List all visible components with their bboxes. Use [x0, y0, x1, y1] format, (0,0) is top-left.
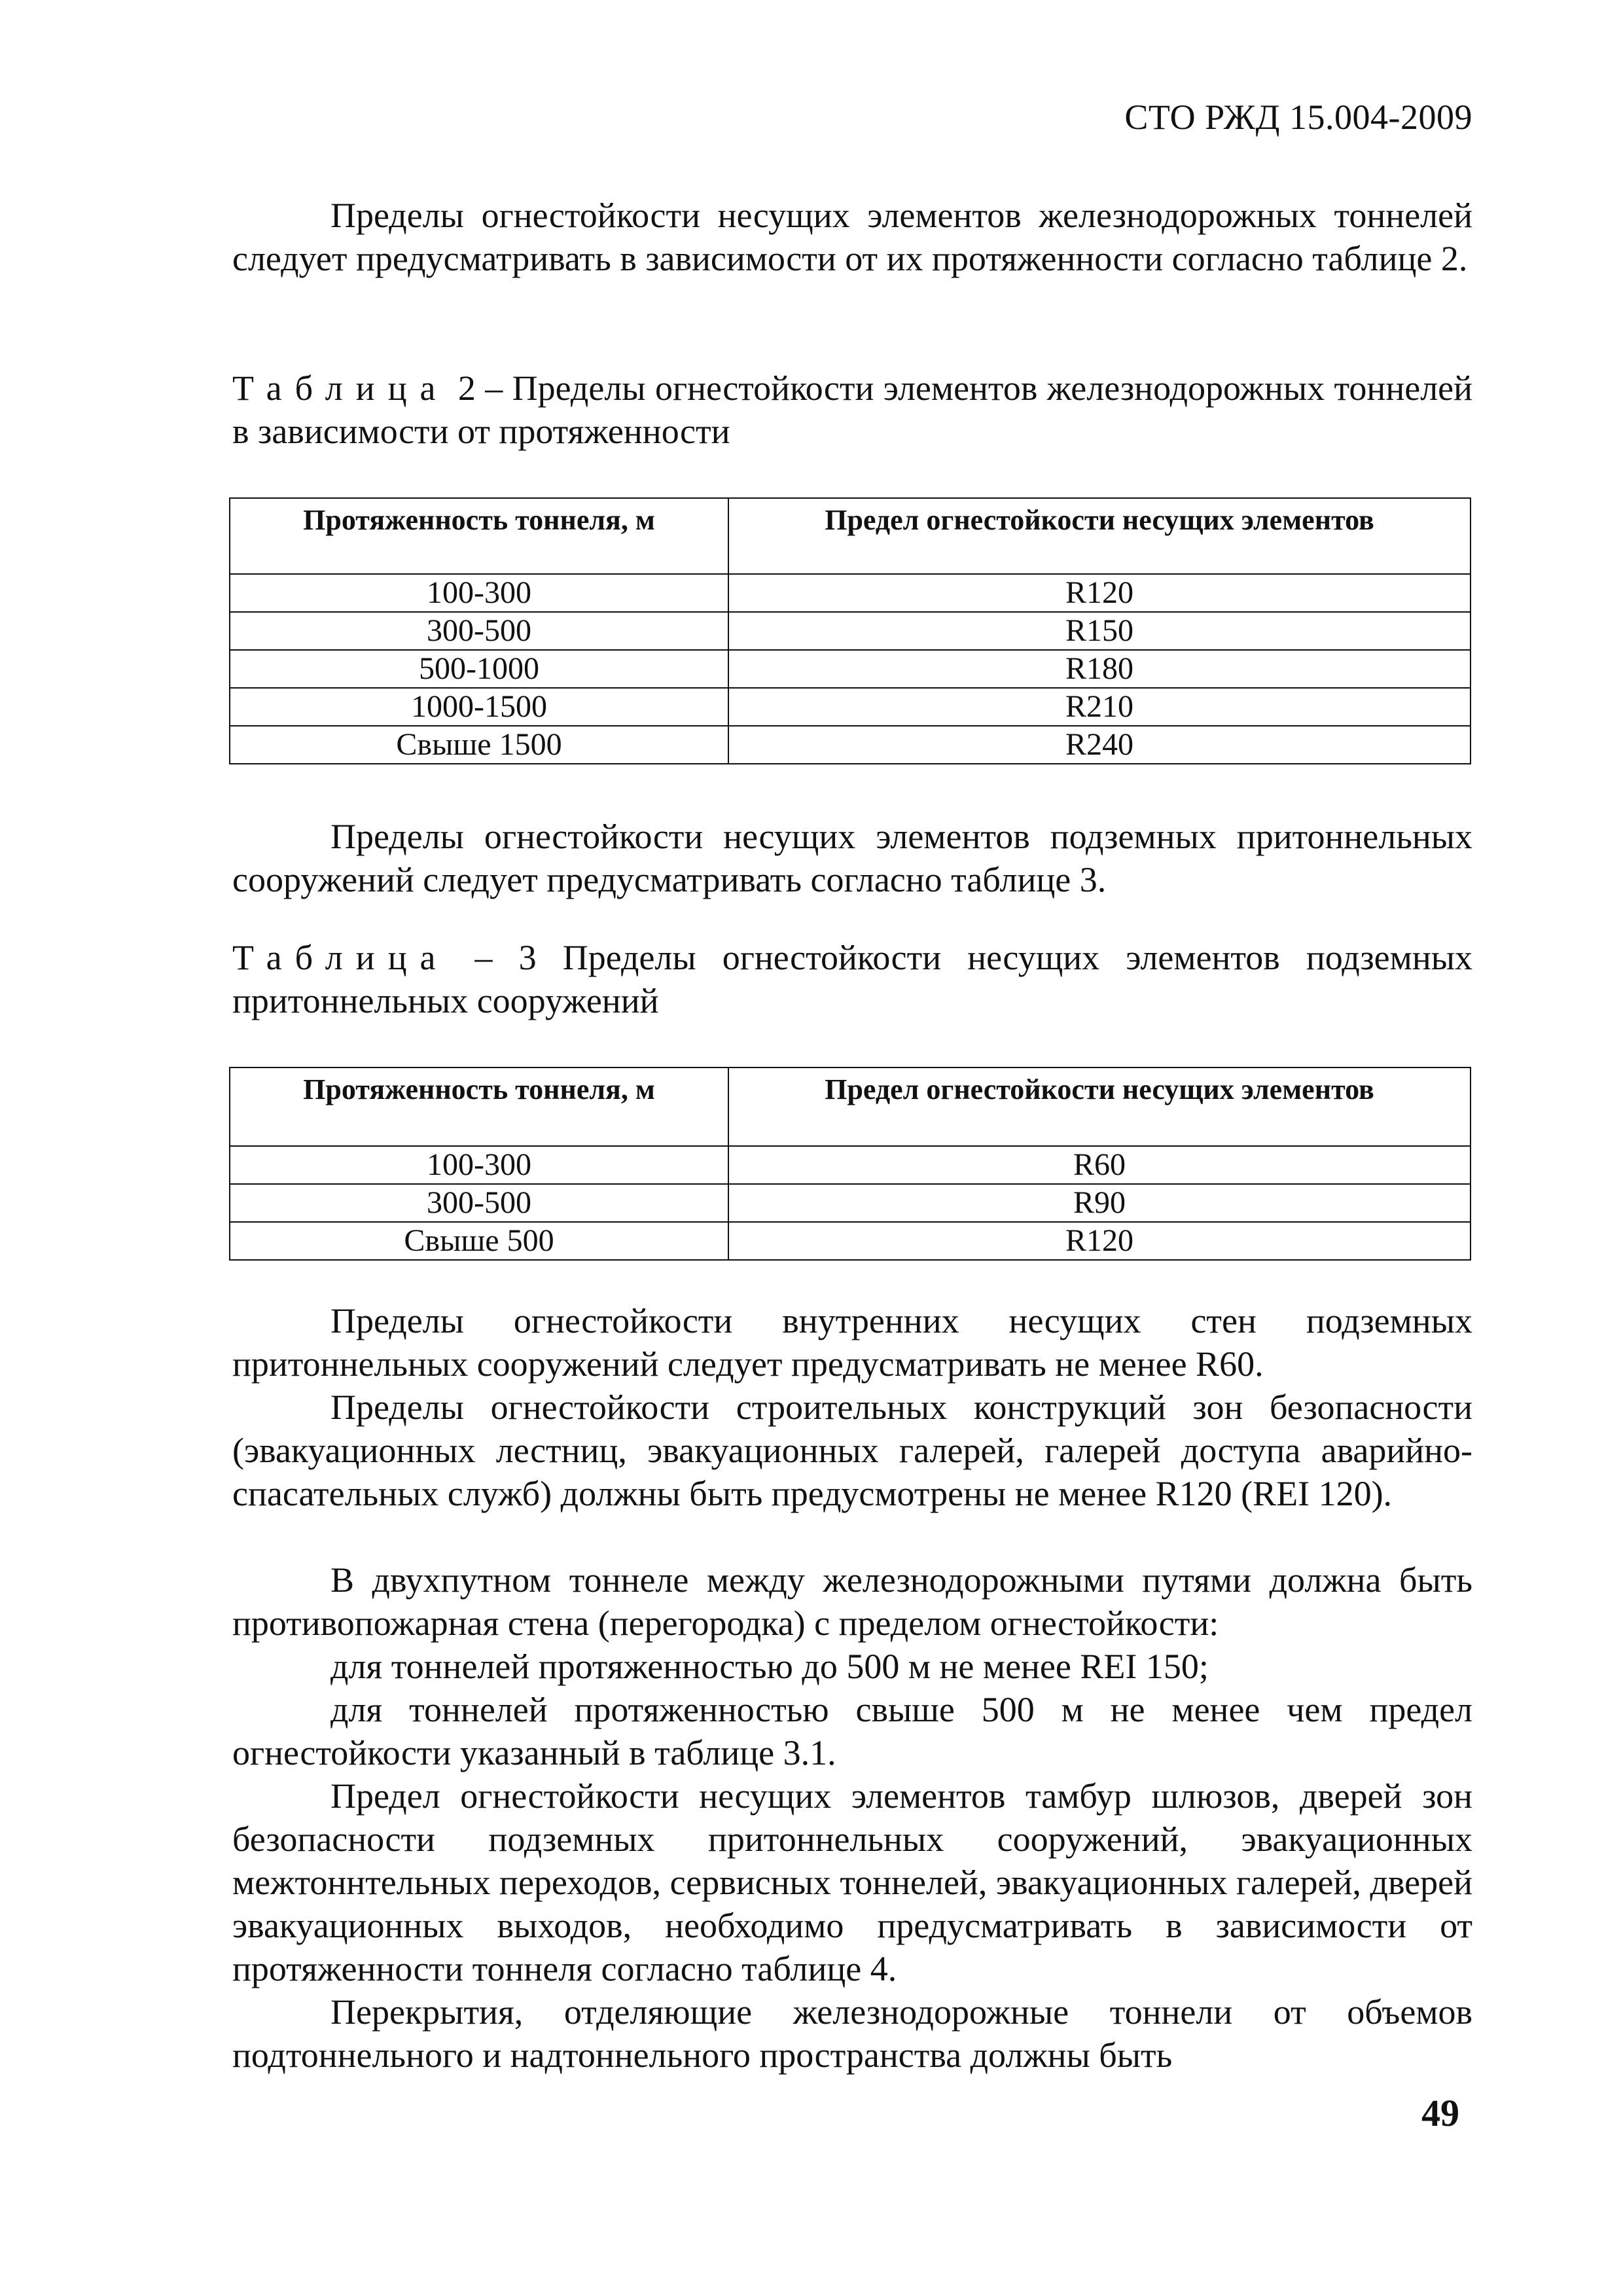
table3-caption-text: – 3 Пределы огнестойкости несущих элементов подземных притоннельных сооружений — [232, 938, 1473, 1020]
table3-cell-length: Свыше 500 — [230, 1222, 728, 1260]
paragraph-5: В двухпутном тоннеле между железнодорожными путями должна быть противопожарная стена (перегородка) с пределом огнестойкости: — [232, 1560, 1472, 1643]
table3-cell-limit: R60 — [728, 1146, 1471, 1184]
table3-header-limit: Предел огнестойкости несущих элементов — [728, 1067, 1471, 1146]
table2-caption-text: 2 – Пределы огнестойкости элементов железнодорожных тоннелей в зависимости от протяженности — [232, 368, 1473, 451]
table-row — [230, 1184, 1471, 1222]
table2-cell-limit: R180 — [728, 650, 1471, 688]
table2-cell-length: 100-300 — [230, 574, 728, 612]
table2-caption — [232, 367, 1472, 453]
table2-cell-length: 500-1000 — [230, 650, 728, 688]
table3-cell-limit: R90 — [728, 1184, 1471, 1222]
paragraph-9: Перекрытия, отделяющие железнодорожные тоннели от объемов подтоннельного и надтоннельного пространства должны быть — [232, 1992, 1472, 2075]
table-row — [230, 726, 1471, 764]
paragraph-3: Пределы огнестойкости внутренних несущих стен подземных притоннельных сооружений следует предусматривать не менее R60. — [232, 1301, 1472, 1384]
table-row — [230, 650, 1471, 688]
table2-header-length: Протяженность тоннеля, м — [230, 498, 728, 574]
table-row — [230, 574, 1471, 612]
table3-caption — [232, 936, 1472, 1022]
table2-cell-limit: R150 — [728, 612, 1471, 650]
table2-cell-limit: R120 — [728, 574, 1471, 612]
paragraph-6: для тоннелей протяженностью до 500 м не менее REI 150; — [330, 1647, 1209, 1686]
table3-header-length: Протяженность тоннеля, м — [230, 1067, 728, 1146]
paragraph-2: Пределы огнестойкости несущих элементов подземных притоннельных сооружений следует предусматривать согласно таблице 3. — [232, 817, 1472, 899]
table2-cell-limit: R210 — [728, 688, 1471, 726]
table3-cell-limit: R120 — [728, 1222, 1471, 1260]
table-3 — [229, 1067, 1471, 1261]
table2-caption-word: Таблица — [232, 368, 449, 408]
table3-caption-word: Таблица — [232, 938, 449, 977]
table2-cell-length: 300-500 — [230, 612, 728, 650]
table2-header-limit: Предел огнестойкости несущих элементов — [728, 498, 1471, 574]
paragraph-1: Пределы огнестойкости несущих элементов железнодорожных тоннелей следует предусматривать в зависимости от их протяженности согласно таблице 2. — [232, 196, 1472, 278]
table-2 — [229, 497, 1471, 764]
table2-cell-length: 1000-1500 — [230, 688, 728, 726]
table2-cell-length: Свыше 1500 — [230, 726, 728, 764]
table-row — [230, 1222, 1471, 1260]
table-row — [230, 688, 1471, 726]
table3-cell-length: 100-300 — [230, 1146, 728, 1184]
paragraph-4: Пределы огнестойкости строительных конструкций зон безопасности (эвакуационных лестниц, эвакуационных галерей, галерей доступа аварийно-спасательных служб) должны быть предусмотрены не менее R120 (REI 120). — [232, 1388, 1472, 1513]
page-number: 49 — [1421, 2092, 1459, 2134]
table3-header-row — [230, 1067, 1471, 1146]
table2-header-row — [230, 498, 1471, 574]
table-row — [230, 1146, 1471, 1184]
table3-cell-length: 300-500 — [230, 1184, 728, 1222]
document-code: СТО РЖД 15.004-2009 — [1124, 98, 1472, 137]
paragraph-8: Предел огнестойкости несущих элементов тамбур шлюзов, дверей зон безопасности подземных притоннельных сооружений, эвакуационных межтоннтельных переходов, сервисных тоннелей, эвакуационных галерей, дверей эвакуационных выходов, необходимо предусматривать в зависимости от протяженности тоннеля согласно таблице 4. — [232, 1776, 1472, 1988]
table-row — [230, 612, 1471, 650]
paragraph-7: для тоннелей протяженностью свыше 500 м не менее чем предел огнестойкости указанный в таблице 3.1. — [232, 1690, 1472, 1772]
table2-cell-limit: R240 — [728, 726, 1471, 764]
